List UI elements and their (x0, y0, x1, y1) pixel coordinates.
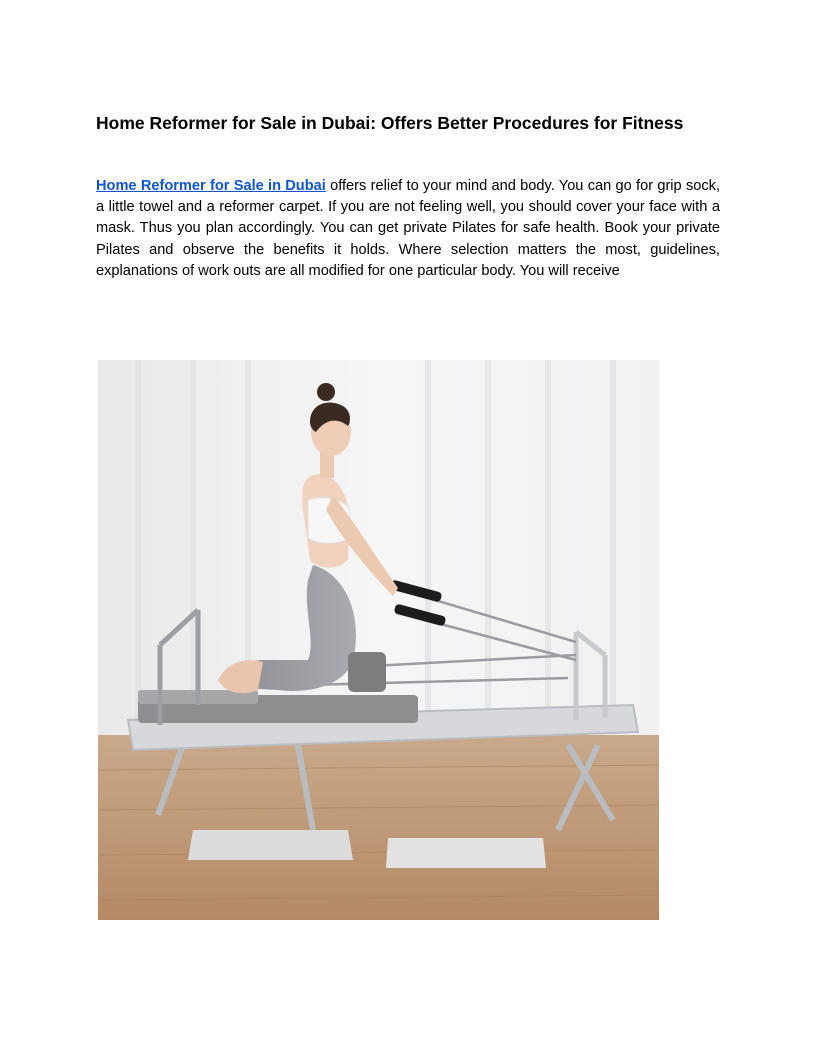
front-floor-pad (386, 838, 546, 868)
paragraph-text: offers relief to your mind and body. You can go for grip sock, a little towel and a reformer carpet. If you are not feeling well, you should cover your face with a mask. Thus you plan accordingly. You can get private Pilates for safe health. Book your private Pilates and observe the benefits it holds. Where selection matters the most, guidelines, explanations of work outs are all modified for one particular body. You will receive (96, 178, 720, 279)
photo-illustration (98, 360, 659, 920)
pilates-reformer-photo (98, 360, 659, 920)
home-reformer-link[interactable]: Home Reformer for Sale in Dubai (96, 178, 326, 194)
wooden-floor (98, 735, 659, 920)
document-title: Home Reformer for Sale in Dubai: Offers Better Procedures for Fitness (96, 113, 684, 133)
rear-floor-pad (188, 830, 353, 860)
body-paragraph (96, 176, 720, 282)
